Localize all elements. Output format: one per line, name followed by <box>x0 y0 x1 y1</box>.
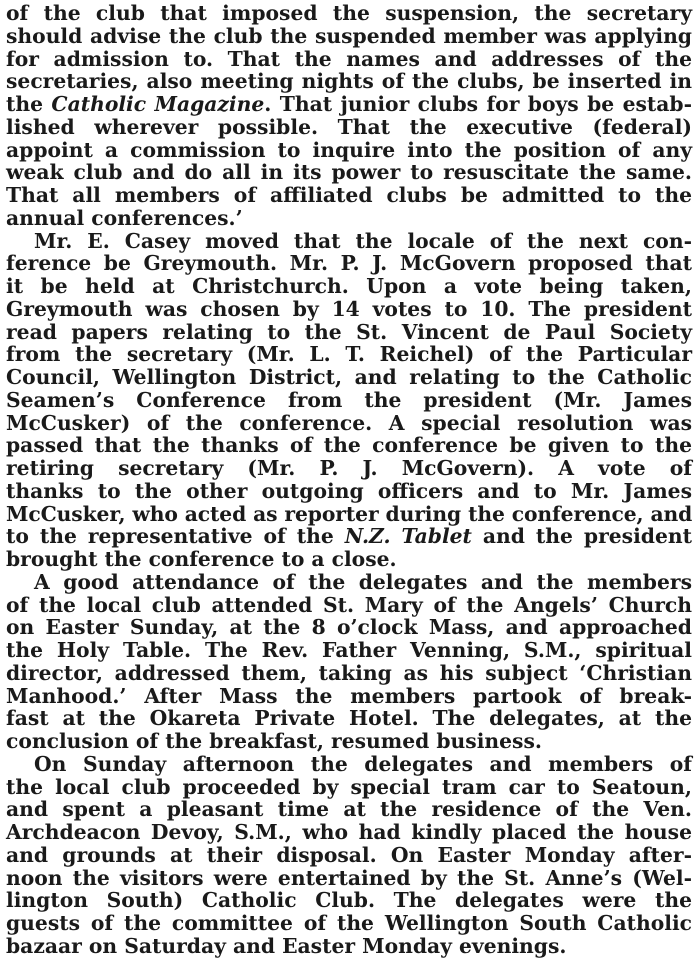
paragraph-locale-vote <box>6 230 692 571</box>
text-line: of the local club attended St. Mary of the Angels’ Church <box>6 592 692 617</box>
text-line: Mr. E. Casey moved that the locale of the next con- <box>34 228 692 253</box>
text-line: lington South) Catholic Club. The delegates were the <box>6 888 692 913</box>
text-line: should advise the club the suspended member was applying <box>6 23 692 48</box>
text-line: Seamen’s Conference from the president (Mr. James <box>6 387 692 412</box>
text-line: McCusker) of the conference. A special resolution was <box>6 410 692 435</box>
text-line: guests of the committee of the Wellington South Catholic <box>6 911 692 935</box>
text-line: for admission to. That the names and addresses of the <box>6 46 692 71</box>
text-line: the Holy Table. The Rev. Father Venning, S.M., spiritual <box>6 638 692 662</box>
text-line: director, addressed them, taking as his subject ‘Christian <box>6 660 692 685</box>
text-line: the local club proceeded by special tram car to Seatoun, <box>6 774 692 799</box>
text-line: On Sunday afternoon the delegates and members of <box>34 751 692 776</box>
text-line: from the secretary (Mr. L. T. Reichel) of the Particular <box>6 342 692 367</box>
text-line: on Easter Sunday, at the 8 o’clock Mass, and approached <box>6 615 692 640</box>
text-line: lished wherever possible. That the executive (federal) <box>6 114 692 139</box>
text-line: and grounds at their disposal. On Easter Monday after- <box>6 842 692 867</box>
text-line: to the representative of the N.Z. Tablet and the president <box>6 524 693 549</box>
text-line: of the club that imposed the suspension, the secretary <box>6 1 692 25</box>
text-line: Manhood.’ After Mass the members partook of break- <box>6 683 692 708</box>
paragraph-easter-mass <box>6 571 692 753</box>
text-line: thanks to the other outgoing officers and to Mr. James <box>6 478 692 503</box>
text-line: fast at the Okareta Private Hotel. The delegates, at the <box>6 706 692 731</box>
text-line: ference be Greymouth. Mr. P. J. McGovern proposed that <box>6 251 692 276</box>
text-line: and spent a pleasant time at the residence of the Ven. <box>6 797 692 822</box>
text-line: the Catholic Magazine. That junior clubs for boys be estab- <box>6 92 693 116</box>
text-line: appoint a commission to inquire into the position of any <box>6 137 692 162</box>
text-line: McCusker, who acted as reporter during the conference, and <box>6 501 693 526</box>
paragraph-resolutions <box>6 2 692 230</box>
text-line: retiring secretary (Mr. P. J. McGovern). A vote of <box>6 456 692 480</box>
publication-title: Catholic Magazine <box>51 92 265 116</box>
text-line: it be held at Christchurch. Upon a vote being taken, <box>6 274 692 298</box>
text-line: A good attendance of the delegates and the members <box>34 569 692 594</box>
text-line: Archdeacon Devoy, S.M., who had kindly placed the house <box>6 820 692 844</box>
text-line: bazaar on Saturday and Easter Monday evenings. <box>6 933 567 958</box>
publication-title: N.Z. Tablet <box>344 524 472 549</box>
text-line: Greymouth was chosen by 14 votes to 10. The president <box>6 296 692 321</box>
text-line: passed that the thanks of the conference be given to the <box>6 433 692 458</box>
text-line: secretaries, also meeting nights of the clubs, be inserted in <box>6 69 692 94</box>
text-line: Council, Wellington District, and relating to the Catholic <box>6 365 692 389</box>
text-line: noon the visitors were entertained by the St. Anne’s (Wel- <box>6 865 692 890</box>
paragraph-sunday-outing <box>6 753 692 958</box>
text-line: That all members of affiliated clubs be admitted to the <box>6 183 692 207</box>
text-line: conclusion of the breakfast, resumed business. <box>6 729 542 753</box>
text-line: annual conferences.’ <box>6 205 243 230</box>
text-line: brought the conference to a close. <box>6 547 397 571</box>
text-line: weak club and do all in its power to resuscitate the same. <box>6 160 692 185</box>
text-line: read papers relating to the St. Vincent de Paul Society <box>6 319 692 344</box>
